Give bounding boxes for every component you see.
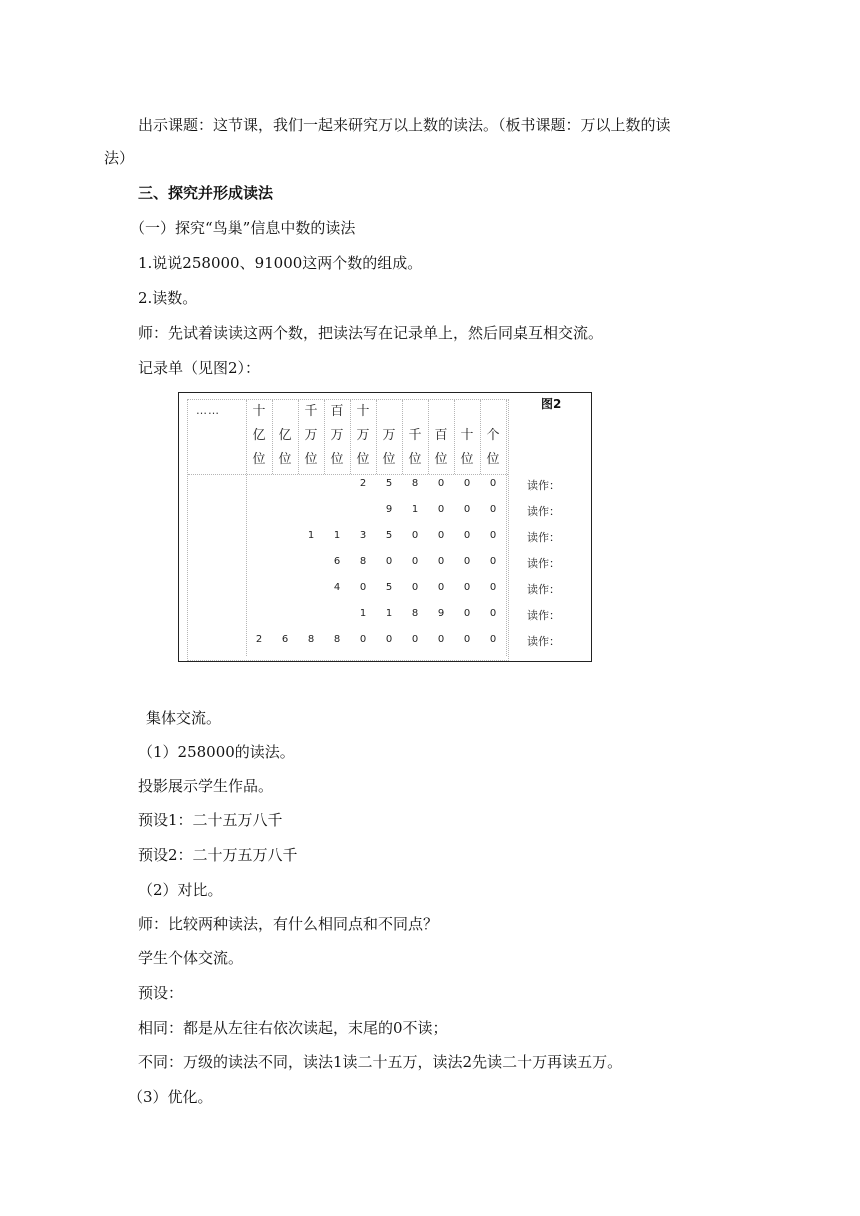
place-header-char: 千 (304, 404, 318, 419)
place-header (428, 400, 454, 474)
place-header-char: 万 (330, 428, 344, 443)
digit-cell: 8 (411, 478, 419, 489)
digit-cell: 0 (463, 634, 471, 645)
place-header (298, 400, 324, 474)
paragraph: 预设： (138, 984, 184, 1002)
column-divider (402, 400, 403, 474)
digit-cell: 0 (411, 634, 419, 645)
paragraph-intro: 出示课题：这节课，我们一起来研究万以上数的读法。（板书课题：万以上数的读 (138, 116, 671, 134)
digit-cell: 8 (333, 634, 341, 645)
digit-cell: 8 (307, 634, 315, 645)
read-as-label: 读作： (527, 557, 560, 570)
digit-cell: 0 (437, 582, 445, 593)
column-divider (506, 400, 507, 656)
place-header-char: 万 (356, 428, 370, 443)
digit-cell: 0 (463, 608, 471, 619)
paragraph: 预设1：二十五万八千 (138, 811, 283, 829)
place-header-char (272, 400, 298, 424)
column-divider (298, 400, 299, 474)
place-header-char: 位 (304, 452, 318, 467)
place-header-char: 位 (278, 452, 292, 467)
digit-cell: 0 (463, 556, 471, 567)
place-header-char (428, 400, 454, 424)
digit-cell: 0 (411, 556, 419, 567)
paragraph: （2）对比。 (138, 881, 223, 899)
digit-cell: 6 (281, 634, 289, 645)
place-header-char: 十 (252, 404, 266, 419)
place-header (272, 400, 298, 474)
place-header (350, 400, 376, 474)
digit-cell: 0 (489, 634, 497, 645)
digit-cell: 4 (333, 582, 341, 593)
digit-cell: 0 (359, 582, 367, 593)
digit-cell: 5 (385, 530, 393, 541)
place-header (402, 400, 428, 474)
place-header-char: 位 (460, 452, 474, 467)
place-header-char (376, 400, 402, 424)
digit-cell: 0 (359, 634, 367, 645)
place-header (246, 400, 272, 474)
place-header (324, 400, 350, 474)
record-sheet-figure (178, 392, 592, 662)
digit-cell: 9 (385, 504, 393, 515)
paragraph: 预设2：二十万五万八千 (138, 846, 298, 864)
column-divider (480, 400, 481, 474)
paragraph: （1）258000的读法。 (138, 743, 295, 761)
place-header (480, 400, 506, 474)
digit-cell: 1 (385, 608, 393, 619)
digit-cell: 0 (437, 504, 445, 515)
digit-cell: 0 (385, 634, 393, 645)
paragraph: 投影展示学生作品。 (138, 777, 274, 795)
digit-cell: 0 (463, 504, 471, 515)
paragraph: 相同：都是从左往右依次读起，末尾的0不读； (138, 1019, 448, 1037)
digit-cell: 1 (359, 608, 367, 619)
digit-cell: 0 (411, 582, 419, 593)
read-as-label: 读作： (527, 531, 560, 544)
figure-label: 图2 (541, 397, 562, 411)
place-header-char: 位 (408, 452, 422, 467)
digit-cell: 9 (437, 608, 445, 619)
digit-cell: 0 (411, 530, 419, 541)
column-divider (428, 400, 429, 474)
place-header-char: 位 (434, 452, 448, 467)
place-header-char: 位 (382, 452, 396, 467)
list-item-2: 2.读数。 (138, 289, 198, 307)
read-as-label: 读作： (527, 583, 560, 596)
place-header-char: 十 (460, 428, 474, 443)
digit-cell: 6 (333, 556, 341, 567)
leader-dots: …… (196, 404, 220, 417)
read-as-label: 读作： (527, 635, 560, 648)
paragraph: 不同：万级的读法不同，读法1读二十五万，读法2先读二十万再读五万。 (138, 1053, 623, 1071)
header-divider (188, 474, 508, 475)
read-as-label: 读作： (527, 609, 560, 622)
digit-cell: 0 (463, 530, 471, 541)
digit-cell: 1 (333, 530, 341, 541)
place-header-char: 位 (252, 452, 266, 467)
digit-cell: 0 (489, 582, 497, 593)
teacher-instruction: 师：先试着读读这两个数，把读法写在记录单上，然后同桌互相交流。 (138, 324, 604, 342)
digit-cell: 5 (385, 582, 393, 593)
column-divider (350, 400, 351, 474)
place-header-char: 位 (486, 452, 500, 467)
digit-cell: 0 (463, 478, 471, 489)
place-header-char: 千 (408, 428, 422, 443)
digit-cell: 0 (385, 556, 393, 567)
column-divider (246, 400, 247, 656)
column-divider (376, 400, 377, 474)
paragraph: 学生个体交流。 (138, 949, 244, 967)
digit-cell: 2 (359, 478, 367, 489)
digit-cell: 3 (359, 530, 367, 541)
digit-cell: 0 (463, 582, 471, 593)
place-header-char: 位 (330, 452, 344, 467)
section-heading: 三、探究并形成读法 (138, 184, 274, 202)
paragraph: 集体交流。 (146, 709, 222, 727)
place-header-char: 十 (356, 404, 370, 419)
place-header-char (402, 400, 428, 424)
place-value-table (187, 399, 509, 661)
digit-cell: 0 (437, 530, 445, 541)
digit-cell: 8 (359, 556, 367, 567)
digit-cell: 0 (437, 634, 445, 645)
place-header-char: 百 (434, 428, 448, 443)
place-header-char: 个 (486, 428, 500, 443)
place-header-char (480, 400, 506, 424)
paragraph: （3）优化。 (128, 1088, 213, 1106)
digit-cell: 0 (489, 478, 497, 489)
list-item-1: 1.说说258000、91000这两个数的组成。 (138, 254, 423, 272)
digit-cell: 0 (437, 478, 445, 489)
read-as-label: 读作： (527, 479, 560, 492)
place-header (454, 400, 480, 474)
place-header-char: 亿 (278, 428, 292, 443)
column-divider (324, 400, 325, 474)
place-header-char: 万 (382, 428, 396, 443)
place-header-char: 百 (330, 404, 344, 419)
digit-cell: 0 (489, 504, 497, 515)
digit-cell: 5 (385, 478, 393, 489)
place-header-char (454, 400, 480, 424)
column-divider (272, 400, 273, 474)
digit-cell: 0 (489, 530, 497, 541)
place-header-char: 万 (304, 428, 318, 443)
place-header-char: 亿 (252, 428, 266, 443)
digit-cell: 0 (489, 556, 497, 567)
digit-cell: 2 (255, 634, 263, 645)
digit-cell: 8 (411, 608, 419, 619)
paragraph: 师：比较两种读法，有什么相同点和不同点？ (138, 915, 439, 933)
read-as-label: 读作： (527, 505, 560, 518)
column-divider (454, 400, 455, 474)
digit-cell: 1 (307, 530, 315, 541)
record-sheet-caption: 记录单（见图2）： (138, 359, 261, 377)
paragraph-intro-cont: 法） (104, 149, 135, 167)
digit-cell: 0 (489, 608, 497, 619)
place-header (376, 400, 402, 474)
digit-cell: 0 (437, 556, 445, 567)
digit-cell: 1 (411, 504, 419, 515)
subsection-heading: （一）探究“鸟巢”信息中数的读法 (130, 219, 356, 237)
place-header-char: 位 (356, 452, 370, 467)
